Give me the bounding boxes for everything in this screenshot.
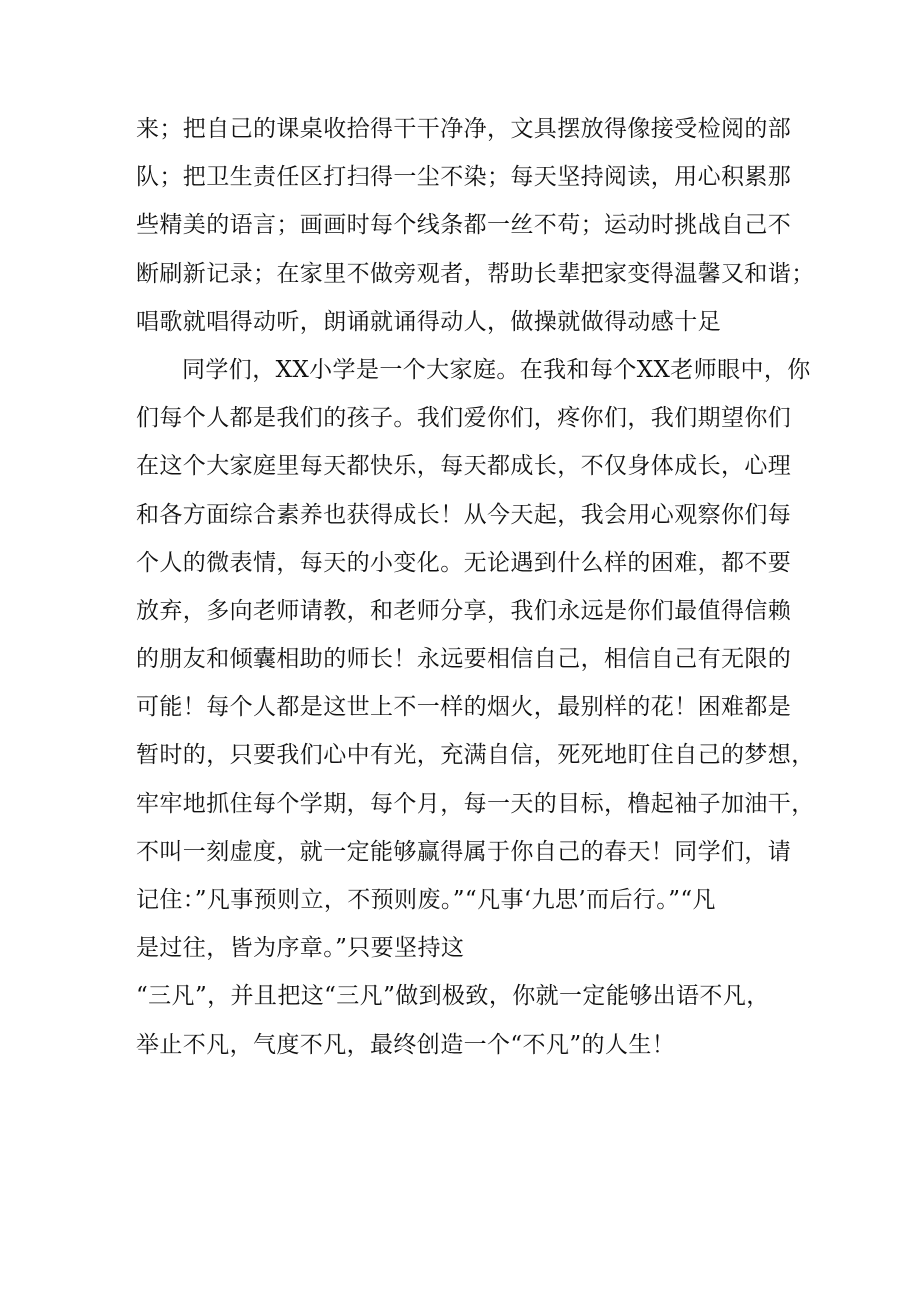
text-line: 些精美的语言；画画时每个线条都一丝不苟；运动时挑战自己不 [136,212,792,239]
text-line: 的朋友和倾囊相助的师长！永远要相信自己，相信自己有无限的 [136,646,792,673]
text-line: 是过往，皆为序章。”只要坚持这 [136,935,465,962]
body-text [136,105,815,1069]
text-line: 牢牢地抓住每个学期，每个月，每一天的目标，橹起袖子加油干， [136,790,815,817]
text-line: 和各方面综合素养也获得成长！从今天起，我会用心观察你们每 [136,501,792,528]
text-line: 在这个大家庭里每天都快乐，每天都成长，不仅身体成长，心理 [136,453,792,480]
text-line: 举止不凡，气度不凡，最终创造一个“不凡”的人生！ [136,1031,676,1058]
text-line: 暂时的，只要我们心中有光，充满自信，死死地盯住自己的梦想， [136,742,815,769]
text-line: 唱歌就唱得动听，朗诵就诵得动人，做操就做得动感十足 [136,308,721,335]
text-line: 来；把自己的课桌收拾得干干净净，文具摆放得像接受检阅的部 [136,116,792,142]
text-line: 可能！每个人都是这世上不一样的烟火，最别样的花！困难都是 [136,694,792,721]
text-line: 个人的微表情，每天的小变化。无论遇到什么样的困难，都不要 [136,549,792,576]
text-line: 们每个人都是我们的孩子。我们爱你们，疼你们，我们期望你们 [136,405,792,432]
text-line: 断刷新记录；在家里不做旁观者，帮助长辈把家变得温馨又和谐； [136,260,815,287]
text-line: “三凡”，并且把这“三凡”做到极致，你就一定能够出语不凡， [136,983,770,1010]
text-line: 不叫一刻虚度，就一定能够赢得属于你自己的春天！同学们，请 [136,838,792,865]
paragraph-start-line: 同学们，XX小学是一个大家庭。在我和每个XX老师眼中，你 [182,356,811,383]
text-line: 记住：”凡事预则立，不预则废。”“凡事‘九思’而后行。”“凡 [136,887,716,913]
text-line: 队；把卫生责任区打扫得一尘不染；每天坚持阅读，用心积累那 [136,164,792,191]
text-line: 放弃，多向老师请教，和老师分享，我们永远是你们最值得信赖 [136,597,792,624]
